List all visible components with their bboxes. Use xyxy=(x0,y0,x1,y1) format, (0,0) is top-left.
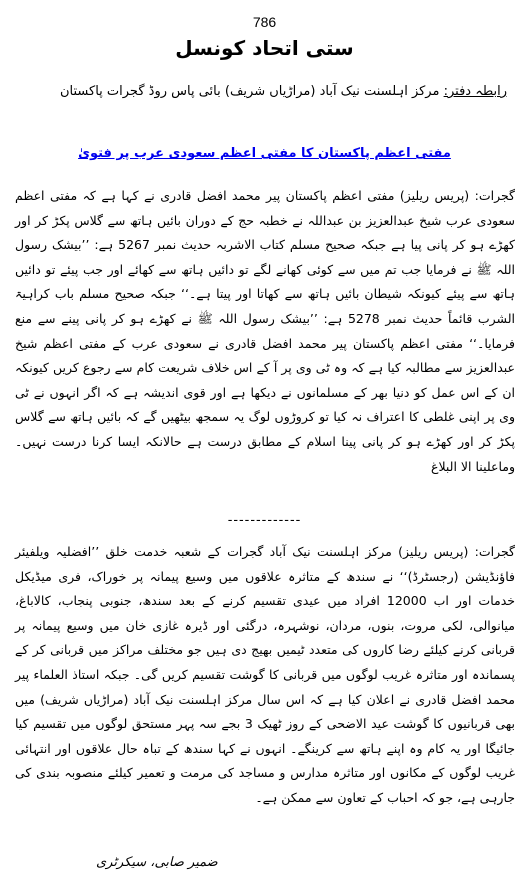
page-number: 786 xyxy=(252,14,277,30)
article-heading[interactable]: مفتی اعظم پاکستان کا مفتی اعظم سعودی عرب پر فتویٰ xyxy=(78,146,451,161)
section-divider: ------------- xyxy=(227,511,302,527)
contact-address: مرکز اہلسنت نیک آباد (مراڑیاں شریف) بائی پاس روڈ گجرات پاکستان xyxy=(59,84,440,99)
article-body-qurbani: گجرات: (پریس ریلیز) مرکز اہلسنت نیک آباد گجرات کے شعبہ خدمت خلق ’’افضلیہ ویلفیئر فاؤنڈیشن (رجسٹرڈ)‘‘ نے سندھ کے متاثرہ علاقوں میں وسیع پیمانہ پر خوراک، فری میڈیکل خدمات اور اب 12000 افراد میں عیدی تقسیم کرنے کے بعد سندھ، جنوبی پنجاب، کالاباغ، میانوالی، لکی مروت، بنوں، مردان، نوشہرہ، درگئی اور ڈیرہ غازی خان میں وسیع پیمانہ پر قربانی کرنے کیلئے رضا کاروں کی متعدد ٹیمیں بھیج دی ہیں جو مختلف مراکز میں قربانی کر کے پسماندہ اور متاثرہ غریب لوگوں میں قربانی کا گوشت تقسیم کریں گی۔ جبکہ استاذ العلماء پیر محمد افضل قادری نے اعلان کیا ہے کہ اس سال مرکز اہلسنت نیک آباد (مراڑیاں شریف) میں بھی قربانیوں کا گوشت عید الاضحی کے روز ٹھیک 3 بجے سہ پہر مستحق لوگوں میں تقسیم کیا جائیگا اور یہ کام وہ اپنے ہاتھ سے کرینگے۔ انہوں نے کہا سندھ کے تباہ حال علاقوں اور انتہائی غریب لوگوں کے مکانوں اور متاثرہ مدارس و مساجد کی مرمت و تعمیر کیلئے منصوبہ بندی کی جارہی ہے، جو کہ احباب کے تعاون سے ممکن ہے۔ xyxy=(15,544,515,805)
page-title: ستی اتحاد کونسل xyxy=(175,36,354,60)
contact-line xyxy=(17,84,507,99)
signature: ضمیر صابی، سیکرٹری xyxy=(96,855,218,870)
article-body-fatwa: گجرات: (پریس ریلیز) مفتی اعظم پاکستان پیر محمد افضل قادری نے کہا ہے کہ مفتی اعظم سعودی عرب شیخ عبدالعزیز بن عبداللہ نے خطبہ حج کے دوران بائیں ہاتھ سے گلاس پکڑ کر اور کھڑے ہو کر پانی پیا ہے جبکہ صحیح مسلم کتاب الاشربہ حدیث نمبر 5267 ہے: ’’بیشک رسول اللہ ﷺ نے فرمایا جب تم میں سے کوئی کھانے لگے تو دائیں ہاتھ سے کھائے اور جب پیئے تو دائیں ہاتھ سے پیئے کیونکہ شیطان بائیں ہاتھ سے کھاتا اور پیتا ہے۔‘‘ جبکہ صحیح مسلم باب کراہیۃ الشرب قائماً حدیث نمبر 5278 ہے: ’’بیشک رسول اللہ ﷺ نے کھڑے ہو کر پانی پینے سے منع فرمایا۔‘‘ مفتی اعظم پاکستان پیر محمد افضل قادری نے سعودی عرب کے مفتی اعظم شیخ عبدالعزیز سے مطالبہ کیا ہے کہ وہ ٹی وی پر آ کے اس خلاف شریعت کام سے رجوع کریں کیونکہ ان کے اس عمل کو دنیا بھر کے مسلمانوں نے دیکھا ہے اور قوی اندیشہ ہے کہ اگر انہوں نے ٹی وی پر اپنی غلطی کا اعتراف نہ کیا تو کروڑوں لوگ یہ سمجھ بیٹھیں گے کہ بائیں ہاتھ سے گلاس پکڑ کر اور کھڑے ہو کر پانی پینا اسلام کے مطابق درست ہے حالانکہ ایسا کرنا درست نہیں۔ وماعلینا الا البلاغ xyxy=(15,188,516,474)
contact-label: رابطہ دفتر: xyxy=(443,84,507,99)
